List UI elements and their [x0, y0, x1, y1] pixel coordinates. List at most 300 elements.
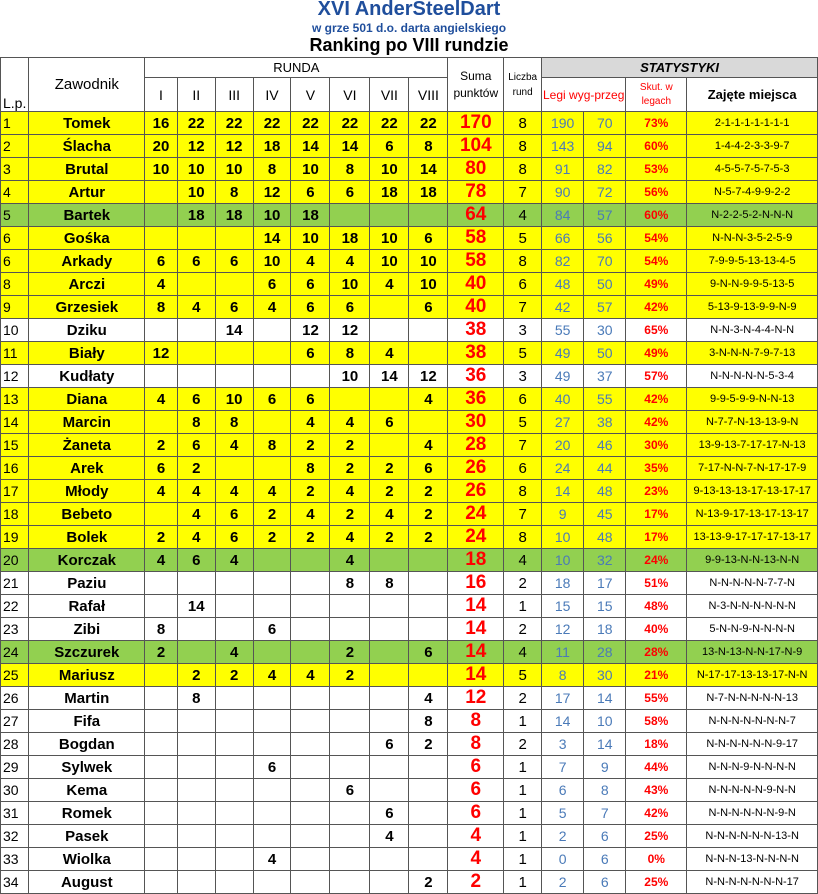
row-legs-lost: 94	[584, 135, 626, 158]
row-round-5-points: 10	[291, 158, 330, 181]
row-round-2-points	[177, 618, 215, 641]
row-sum: 38	[448, 342, 504, 365]
row-lp: 17	[1, 480, 29, 503]
row-round-8-points: 4	[409, 687, 448, 710]
row-round-1-points: 2	[145, 434, 178, 457]
row-round-3-points	[215, 572, 253, 595]
row-lp: 8	[1, 273, 29, 296]
row-effectiveness: 54%	[626, 250, 687, 273]
row-rounds-count: 6	[504, 388, 542, 411]
row-round-4-points: 6	[253, 618, 291, 641]
row-round-7-points: 6	[370, 135, 409, 158]
row-round-5-points: 14	[291, 135, 330, 158]
row-sum: 14	[448, 641, 504, 664]
row-round-7-points	[370, 388, 409, 411]
row-round-3-points	[215, 227, 253, 250]
row-round-3-points	[215, 825, 253, 848]
row-round-1-points	[145, 802, 178, 825]
row-round-4-points: 14	[253, 227, 291, 250]
row-lp: 32	[1, 825, 29, 848]
row-effectiveness: 42%	[626, 388, 687, 411]
row-legs-won: 42	[542, 296, 584, 319]
row-sum: 6	[448, 802, 504, 825]
row-round-4-points	[253, 802, 291, 825]
row-effectiveness: 25%	[626, 825, 687, 848]
row-round-3-points	[215, 342, 253, 365]
row-round-4-points	[253, 779, 291, 802]
row-round-3-points	[215, 779, 253, 802]
row-legs-won: 5	[542, 802, 584, 825]
row-legs-lost: 18	[584, 618, 626, 641]
row-lp: 9	[1, 296, 29, 319]
row-round-2-points: 4	[177, 503, 215, 526]
row-round-7-points	[370, 710, 409, 733]
row-round-7-points: 14	[370, 365, 409, 388]
row-round-2-points: 6	[177, 250, 215, 273]
row-round-1-points: 8	[145, 296, 178, 319]
table-row	[1, 756, 818, 779]
row-round-7-points	[370, 595, 409, 618]
table-row	[1, 595, 818, 618]
row-lp: 3	[1, 158, 29, 181]
row-places: N-N-N-N-N-N-9-17	[687, 733, 818, 756]
row-round-8-points: 6	[409, 296, 448, 319]
row-round-2-points: 2	[177, 664, 215, 687]
row-round-2-points: 22	[177, 112, 215, 135]
row-effectiveness: 42%	[626, 411, 687, 434]
row-effectiveness: 42%	[626, 802, 687, 825]
table-row	[1, 342, 818, 365]
row-sum: 8	[448, 733, 504, 756]
row-round-7-points: 10	[370, 227, 409, 250]
table-row	[1, 733, 818, 756]
row-round-7-points	[370, 756, 409, 779]
header-round-2: II	[177, 78, 215, 112]
row-round-6-points: 4	[330, 526, 370, 549]
row-round-7-points: 10	[370, 158, 409, 181]
row-sum: 14	[448, 664, 504, 687]
row-round-5-points: 8	[291, 457, 330, 480]
row-round-1-points: 6	[145, 457, 178, 480]
row-effectiveness: 56%	[626, 181, 687, 204]
row-round-4-points: 6	[253, 756, 291, 779]
row-round-2-points: 6	[177, 549, 215, 572]
row-round-5-points: 12	[291, 319, 330, 342]
row-round-3-points: 4	[215, 480, 253, 503]
row-round-5-points	[291, 549, 330, 572]
row-round-8-points	[409, 802, 448, 825]
row-round-4-points: 4	[253, 848, 291, 871]
row-round-5-points	[291, 802, 330, 825]
row-player-name: Zibi	[29, 618, 145, 641]
row-round-7-points	[370, 204, 409, 227]
row-effectiveness: 21%	[626, 664, 687, 687]
row-round-1-points: 4	[145, 480, 178, 503]
row-rounds-count: 7	[504, 434, 542, 457]
row-round-6-points: 12	[330, 319, 370, 342]
row-lp: 29	[1, 756, 29, 779]
row-round-4-points	[253, 549, 291, 572]
row-player-name: Młody	[29, 480, 145, 503]
row-round-7-points	[370, 871, 409, 894]
table-row	[1, 411, 818, 434]
row-round-2-points: 8	[177, 687, 215, 710]
row-round-4-points	[253, 572, 291, 595]
row-legs-lost: 48	[584, 526, 626, 549]
row-round-7-points: 2	[370, 457, 409, 480]
row-round-2-points	[177, 871, 215, 894]
header-round-8: VIII	[409, 78, 448, 112]
row-places: N-N-N-13-N-N-N-N	[687, 848, 818, 871]
row-round-6-points	[330, 204, 370, 227]
row-player-name: Arek	[29, 457, 145, 480]
row-round-4-points: 6	[253, 388, 291, 411]
row-legs-won: 2	[542, 871, 584, 894]
row-places: 4-5-5-7-5-7-5-3	[687, 158, 818, 181]
row-round-4-points	[253, 733, 291, 756]
table-row	[1, 181, 818, 204]
row-round-8-points: 6	[409, 457, 448, 480]
row-round-6-points: 4	[330, 549, 370, 572]
table-row	[1, 135, 818, 158]
row-effectiveness: 35%	[626, 457, 687, 480]
row-legs-won: 49	[542, 365, 584, 388]
row-round-2-points	[177, 825, 215, 848]
row-rounds-count: 8	[504, 112, 542, 135]
row-places: 7-17-N-N-7-N-17-17-9	[687, 457, 818, 480]
row-places: N-7-N-N-N-N-N-13	[687, 687, 818, 710]
row-round-1-points	[145, 181, 178, 204]
row-sum: 12	[448, 687, 504, 710]
row-player-name: Żaneta	[29, 434, 145, 457]
row-round-1-points: 2	[145, 641, 178, 664]
row-round-1-points	[145, 756, 178, 779]
row-round-2-points	[177, 848, 215, 871]
row-round-4-points: 4	[253, 664, 291, 687]
row-round-6-points: 2	[330, 641, 370, 664]
row-rounds-count: 5	[504, 664, 542, 687]
row-round-3-points	[215, 710, 253, 733]
row-legs-lost: 14	[584, 733, 626, 756]
row-places: 1-4-4-2-3-3-9-7	[687, 135, 818, 158]
row-lp: 16	[1, 457, 29, 480]
row-sum: 58	[448, 250, 504, 273]
row-legs-won: 55	[542, 319, 584, 342]
row-legs-won: 10	[542, 549, 584, 572]
row-places: 13-9-13-7-17-17-N-13	[687, 434, 818, 457]
row-round-6-points: 18	[330, 227, 370, 250]
row-round-6-points: 2	[330, 664, 370, 687]
row-round-4-points	[253, 687, 291, 710]
row-round-8-points: 18	[409, 181, 448, 204]
table-row	[1, 618, 818, 641]
table-row	[1, 158, 818, 181]
row-legs-won: 3	[542, 733, 584, 756]
row-lp: 5	[1, 204, 29, 227]
row-round-2-points	[177, 756, 215, 779]
row-effectiveness: 43%	[626, 779, 687, 802]
row-round-1-points: 8	[145, 618, 178, 641]
row-places: N-N-N-N-N-N-N-7	[687, 710, 818, 733]
row-round-4-points	[253, 641, 291, 664]
row-round-8-points: 6	[409, 641, 448, 664]
row-round-4-points	[253, 342, 291, 365]
row-legs-won: 14	[542, 480, 584, 503]
row-round-2-points: 2	[177, 457, 215, 480]
row-player-name: Brutal	[29, 158, 145, 181]
row-round-7-points	[370, 549, 409, 572]
row-legs-lost: 50	[584, 273, 626, 296]
table-row	[1, 480, 818, 503]
row-round-5-points: 6	[291, 388, 330, 411]
row-lp: 33	[1, 848, 29, 871]
row-player-name: Wiolka	[29, 848, 145, 871]
row-round-6-points: 4	[330, 411, 370, 434]
row-legs-won: 12	[542, 618, 584, 641]
row-effectiveness: 60%	[626, 135, 687, 158]
row-round-8-points	[409, 572, 448, 595]
row-round-4-points	[253, 871, 291, 894]
row-legs-won: 84	[542, 204, 584, 227]
row-rounds-count: 5	[504, 342, 542, 365]
row-round-2-points: 8	[177, 411, 215, 434]
row-round-6-points	[330, 756, 370, 779]
row-rounds-count: 5	[504, 227, 542, 250]
row-places: N-N-N-N-N-9-N-N	[687, 779, 818, 802]
row-round-7-points	[370, 434, 409, 457]
row-round-8-points	[409, 342, 448, 365]
row-round-8-points	[409, 664, 448, 687]
row-round-7-points	[370, 641, 409, 664]
row-round-5-points	[291, 641, 330, 664]
row-legs-lost: 44	[584, 457, 626, 480]
row-effectiveness: 49%	[626, 342, 687, 365]
row-effectiveness: 23%	[626, 480, 687, 503]
row-legs-won: 8	[542, 664, 584, 687]
table-row	[1, 434, 818, 457]
row-legs-won: 27	[542, 411, 584, 434]
row-lp: 26	[1, 687, 29, 710]
row-rounds-count: 4	[504, 641, 542, 664]
row-round-8-points	[409, 204, 448, 227]
row-round-6-points: 10	[330, 273, 370, 296]
row-rounds-count: 6	[504, 457, 542, 480]
row-round-3-points: 4	[215, 641, 253, 664]
row-round-8-points	[409, 779, 448, 802]
row-round-5-points: 2	[291, 480, 330, 503]
row-round-4-points: 4	[253, 296, 291, 319]
row-lp: 4	[1, 181, 29, 204]
row-effectiveness: 49%	[626, 273, 687, 296]
header-round-5: V	[291, 78, 330, 112]
row-round-3-points: 10	[215, 388, 253, 411]
row-legs-lost: 8	[584, 779, 626, 802]
row-places: N-2-2-5-2-N-N-N	[687, 204, 818, 227]
row-round-2-points	[177, 641, 215, 664]
row-sum: 28	[448, 434, 504, 457]
row-places: 7-9-9-5-13-13-4-5	[687, 250, 818, 273]
row-round-6-points: 6	[330, 779, 370, 802]
row-round-3-points: 6	[215, 503, 253, 526]
row-legs-won: 7	[542, 756, 584, 779]
row-legs-lost: 55	[584, 388, 626, 411]
row-sum: 6	[448, 756, 504, 779]
row-round-3-points	[215, 618, 253, 641]
row-round-7-points: 18	[370, 181, 409, 204]
row-effectiveness: 28%	[626, 641, 687, 664]
page-title: XVI AnderSteelDart	[317, 0, 501, 20]
row-sum: 14	[448, 595, 504, 618]
row-lp: 6	[1, 250, 29, 273]
row-lp: 27	[1, 710, 29, 733]
row-round-8-points: 12	[409, 365, 448, 388]
row-round-5-points	[291, 825, 330, 848]
row-round-5-points	[291, 779, 330, 802]
row-legs-lost: 57	[584, 296, 626, 319]
row-places: N-3-N-N-N-N-N-N	[687, 595, 818, 618]
row-lp: 15	[1, 434, 29, 457]
row-rounds-count: 3	[504, 319, 542, 342]
row-round-7-points: 8	[370, 572, 409, 595]
row-round-3-points	[215, 595, 253, 618]
row-places: 9-9-13-N-N-13-N-N	[687, 549, 818, 572]
row-effectiveness: 17%	[626, 526, 687, 549]
row-round-1-points	[145, 227, 178, 250]
row-round-4-points: 22	[253, 112, 291, 135]
row-round-5-points: 4	[291, 411, 330, 434]
row-round-3-points	[215, 756, 253, 779]
row-legs-won: 9	[542, 503, 584, 526]
table-row	[1, 687, 818, 710]
row-round-8-points	[409, 411, 448, 434]
row-round-5-points: 4	[291, 664, 330, 687]
row-round-4-points: 12	[253, 181, 291, 204]
row-round-7-points	[370, 848, 409, 871]
row-rounds-count: 7	[504, 503, 542, 526]
row-round-4-points	[253, 825, 291, 848]
row-player-name: Kema	[29, 779, 145, 802]
row-round-5-points	[291, 365, 330, 388]
table-row	[1, 779, 818, 802]
row-rounds-count: 4	[504, 549, 542, 572]
row-round-2-points: 4	[177, 296, 215, 319]
row-round-8-points	[409, 848, 448, 871]
row-legs-won: 66	[542, 227, 584, 250]
row-round-6-points: 2	[330, 434, 370, 457]
row-round-1-points: 20	[145, 135, 178, 158]
header-round-1: I	[145, 78, 178, 112]
row-places: 9-9-5-9-9-N-N-13	[687, 388, 818, 411]
row-places: N-N-N-9-N-N-N-N	[687, 756, 818, 779]
row-player-name: Grzesiek	[29, 296, 145, 319]
header-round-4: IV	[253, 78, 291, 112]
row-lp: 19	[1, 526, 29, 549]
row-player-name: Korczak	[29, 549, 145, 572]
row-round-5-points	[291, 572, 330, 595]
row-player-name: Pasek	[29, 825, 145, 848]
row-legs-lost: 46	[584, 434, 626, 457]
row-round-5-points	[291, 756, 330, 779]
page-subtitle: w grze 501 d.o. darta angielskiego	[311, 21, 507, 35]
row-places: N-13-9-17-13-17-13-17	[687, 503, 818, 526]
row-legs-lost: 50	[584, 342, 626, 365]
row-round-1-points	[145, 871, 178, 894]
row-rounds-count: 1	[504, 756, 542, 779]
row-round-2-points: 6	[177, 388, 215, 411]
row-round-7-points: 4	[370, 825, 409, 848]
row-round-1-points: 16	[145, 112, 178, 135]
row-legs-won: 2	[542, 825, 584, 848]
header-legs: Legi wyg-przeg	[542, 78, 626, 112]
header-round-7: VII	[370, 78, 409, 112]
row-round-3-points	[215, 457, 253, 480]
table-row	[1, 388, 818, 411]
row-legs-lost: 17	[584, 572, 626, 595]
row-round-7-points: 6	[370, 802, 409, 825]
row-round-5-points	[291, 687, 330, 710]
row-legs-won: 20	[542, 434, 584, 457]
row-round-2-points: 4	[177, 480, 215, 503]
row-round-3-points	[215, 871, 253, 894]
header-sum: Suma punktów	[448, 58, 504, 112]
table-row	[1, 250, 818, 273]
row-round-4-points: 2	[253, 503, 291, 526]
row-round-3-points	[215, 733, 253, 756]
row-round-1-points	[145, 848, 178, 871]
row-round-3-points: 8	[215, 411, 253, 434]
row-round-6-points: 8	[330, 342, 370, 365]
row-player-name: Bogdan	[29, 733, 145, 756]
row-places: N-N-N-N-N-N-N-17	[687, 871, 818, 894]
row-round-2-points: 4	[177, 526, 215, 549]
row-sum: 4	[448, 825, 504, 848]
row-round-8-points: 2	[409, 526, 448, 549]
row-round-6-points	[330, 825, 370, 848]
row-round-1-points	[145, 365, 178, 388]
row-player-name: Paziu	[29, 572, 145, 595]
row-rounds-count: 6	[504, 273, 542, 296]
row-legs-won: 91	[542, 158, 584, 181]
row-lp: 25	[1, 664, 29, 687]
row-round-6-points: 8	[330, 158, 370, 181]
row-legs-won: 18	[542, 572, 584, 595]
row-round-3-points: 14	[215, 319, 253, 342]
row-legs-lost: 48	[584, 480, 626, 503]
row-sum: 30	[448, 411, 504, 434]
row-lp: 10	[1, 319, 29, 342]
row-player-name: Szczurek	[29, 641, 145, 664]
row-round-6-points: 2	[330, 457, 370, 480]
row-effectiveness: 17%	[626, 503, 687, 526]
row-round-3-points	[215, 273, 253, 296]
table-row	[1, 204, 818, 227]
table-row	[1, 227, 818, 250]
row-sum: 80	[448, 158, 504, 181]
table-row	[1, 848, 818, 871]
row-player-name: Martin	[29, 687, 145, 710]
row-round-2-points: 12	[177, 135, 215, 158]
row-player-name: August	[29, 871, 145, 894]
row-round-4-points: 6	[253, 273, 291, 296]
row-lp: 12	[1, 365, 29, 388]
row-player-name: Ślacha	[29, 135, 145, 158]
header-lp: L.p.	[1, 58, 29, 112]
row-round-1-points	[145, 779, 178, 802]
row-round-1-points: 4	[145, 549, 178, 572]
row-sum: 58	[448, 227, 504, 250]
row-sum: 14	[448, 618, 504, 641]
row-round-6-points	[330, 802, 370, 825]
